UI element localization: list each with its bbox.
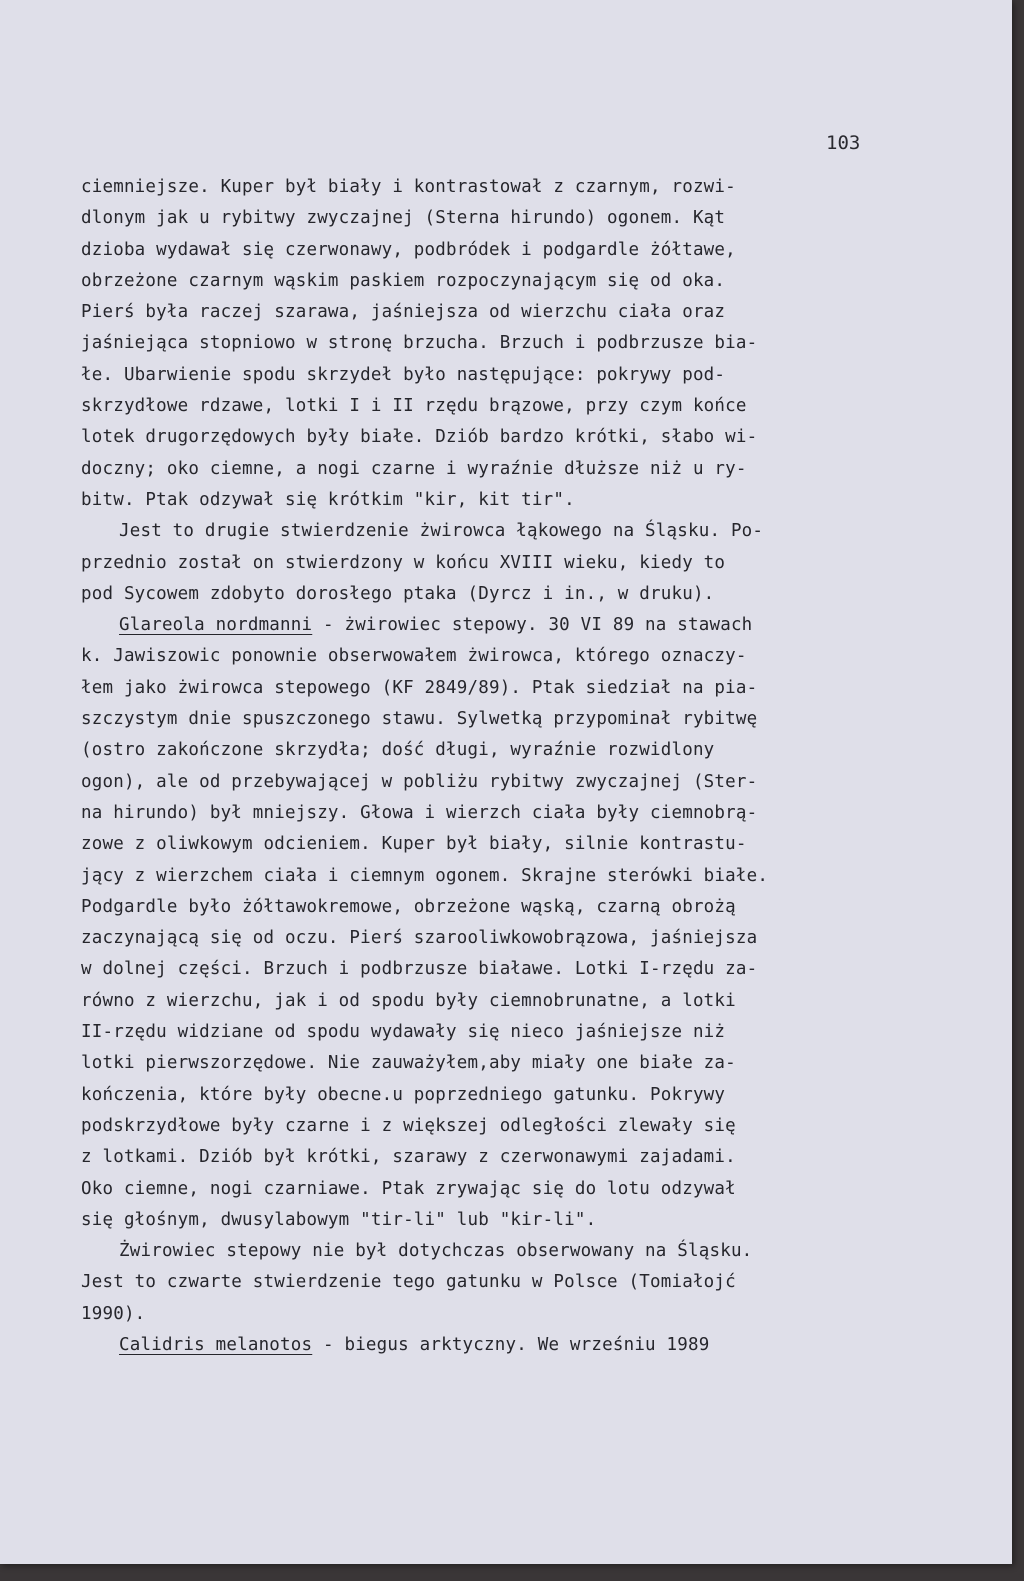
line-text: pod Sycowem zdobyto dorosłego ptaka (Dyrcz i in., w druku). xyxy=(81,583,715,604)
line-text: skrzydłowe rdzawe, lotki I i II rzędu brązowe, przy czym końce xyxy=(81,396,747,417)
text-line xyxy=(81,954,881,985)
page-number: 103 xyxy=(826,132,861,154)
text-line xyxy=(81,297,881,328)
body-text xyxy=(81,172,881,1361)
line-text: II-rzędu widziane od spodu wydawały się nieco jaśniejsze niż xyxy=(81,1022,726,1043)
species-name: Calidris melanotos xyxy=(119,1334,313,1355)
line-text: na hirundo) był mniejszy. Głowa i wierzch ciała były ciemnobrą- xyxy=(81,802,758,823)
text-line xyxy=(81,829,881,860)
text-line xyxy=(81,1299,881,1330)
text-line xyxy=(81,704,881,735)
line-text: jaśniejąca stopniowo w stronę brzucha. Brzuch i podbrzusze bia- xyxy=(81,333,758,354)
line-text: lotek drugorzędowych były białe. Dziób bardzo krótki, słabo wi- xyxy=(81,427,758,448)
line-text: zowe z oliwkowym odcieniem. Kuper był biały, silnie kontrastu- xyxy=(81,834,747,855)
text-line xyxy=(81,391,881,422)
text-line xyxy=(81,266,881,297)
line-text: Oko ciemne, nogi czarniawe. Ptak zrywając się do lotu odzywał xyxy=(81,1178,736,1199)
text-line xyxy=(81,1080,881,1111)
line-text: dzioba wydawał się czerwonawy, podbródek i podgardle żółtawe, xyxy=(81,239,736,260)
line-text: obrzeżone czarnym wąskim paskiem rozpoczynającym się od oka. xyxy=(81,270,726,291)
line-text: 1990). xyxy=(81,1303,146,1324)
text-line xyxy=(81,235,881,266)
line-text: (ostro zakończone skrzydła; dość długi, wyraźnie rozwidlony xyxy=(81,740,715,761)
line-text: przednio został on stwierdzony w końcu XVIII wieku, kiedy to xyxy=(81,552,726,573)
text-line xyxy=(81,485,881,516)
text-line xyxy=(81,1330,881,1361)
text-line xyxy=(81,1267,881,1298)
line-text: ogon), ale od przebywającej w pobliżu rybitwy zwyczajnej (Ster- xyxy=(81,771,758,792)
text-line xyxy=(81,1017,881,1048)
text-line xyxy=(81,1142,881,1173)
text-line xyxy=(81,1236,881,1267)
line-text: jący z wierzchem ciała i ciemnym ogonem. Skrajne sterówki białe. xyxy=(81,865,769,886)
text-line xyxy=(81,548,881,579)
line-text: lotki pierwszorzędowe. Nie zauważyłem,aby miały one białe za- xyxy=(81,1053,736,1074)
line-text: k. Jawiszowic ponownie obserwowałem żwirowca, którego oznaczy- xyxy=(81,646,747,667)
line-text: dlonym jak u rybitwy zwyczajnej (Sterna hirundo) ogonem. Kąt xyxy=(81,208,726,229)
line-text: Jest to drugie stwierdzenie żwirowca łąkowego na Śląsku. Po- xyxy=(119,521,764,542)
text-line xyxy=(81,1111,881,1142)
text-line xyxy=(81,360,881,391)
line-text: w dolnej części. Brzuch i podbrzusze białawe. Lotki I-rzędu za- xyxy=(81,959,758,980)
text-line xyxy=(81,986,881,1017)
text-line xyxy=(81,767,881,798)
text-line xyxy=(81,735,881,766)
text-line xyxy=(81,1174,881,1205)
line-text: zaczynającą się od oczu. Pierś szarooliwkowobrązowa, jaśniejsza xyxy=(81,928,758,949)
line-text: Pierś była raczej szarawa, jaśniejsza od wierzchu ciała oraz xyxy=(81,302,726,323)
text-line xyxy=(81,610,881,641)
text-line xyxy=(81,172,881,203)
text-line xyxy=(81,861,881,892)
text-line xyxy=(81,798,881,829)
line-text: szczystym dnie spuszczonego stawu. Sylwetką przypominał rybitwę xyxy=(81,709,758,730)
text-line xyxy=(81,923,881,954)
line-text: ciemniejsze. Kuper był biały i kontrastował z czarnym, rozwi- xyxy=(81,177,736,197)
text-line xyxy=(81,203,881,234)
text-line xyxy=(81,641,881,672)
text-line xyxy=(81,454,881,485)
text-line xyxy=(81,422,881,453)
text-line xyxy=(81,579,881,610)
text-line xyxy=(81,1205,881,1236)
line-text: równo z wierzchu, jak i od spodu były ciemnobrunatne, a lotki xyxy=(81,990,736,1011)
line-text: się głośnym, dwusylabowym "tir-li" lub "kir-li". xyxy=(81,1209,597,1230)
line-text: doczny; oko ciemne, a nogi czarne i wyraźnie dłuższe niż u ry- xyxy=(81,458,747,479)
text-line xyxy=(81,892,881,923)
species-name: Glareola nordmanni xyxy=(119,615,313,636)
line-text: bitw. Ptak odzywał się krótkim "kir, kit tir". xyxy=(81,489,575,510)
line-text: - żwirowiec stepowy. 30 VI 89 na stawach xyxy=(312,615,753,636)
text-line xyxy=(81,516,881,547)
line-text: - biegus arktyczny. We wrześniu 1989 xyxy=(312,1334,710,1355)
text-line xyxy=(81,1048,881,1079)
text-line xyxy=(81,673,881,704)
line-text: podskrzydłowe były czarne i z większej odległości zlewały się xyxy=(81,1115,736,1136)
line-text: Jest to czwarte stwierdzenie tego gatunku w Polsce (Tomiałojć xyxy=(81,1272,736,1293)
text-line xyxy=(81,328,881,359)
line-text: Podgardle było żółtawokremowe, obrzeżone wąską, czarną obrożą xyxy=(81,896,736,917)
line-text: łe. Ubarwienie spodu skrzydeł było następujące: pokrywy pod- xyxy=(81,364,726,385)
line-text: kończenia, które były obecne.u poprzedniego gatunku. Pokrywy xyxy=(81,1084,726,1105)
line-text: z lotkami. Dziób był krótki, szarawy z czerwonawymi zajadami. xyxy=(81,1147,736,1168)
line-text: łem jako żwirowca stepowego (KF 2849/89). Ptak siedział na pia- xyxy=(81,677,758,698)
line-text: Żwirowiec stepowy nie był dotychczas obserwowany na Śląsku. xyxy=(119,1241,753,1262)
